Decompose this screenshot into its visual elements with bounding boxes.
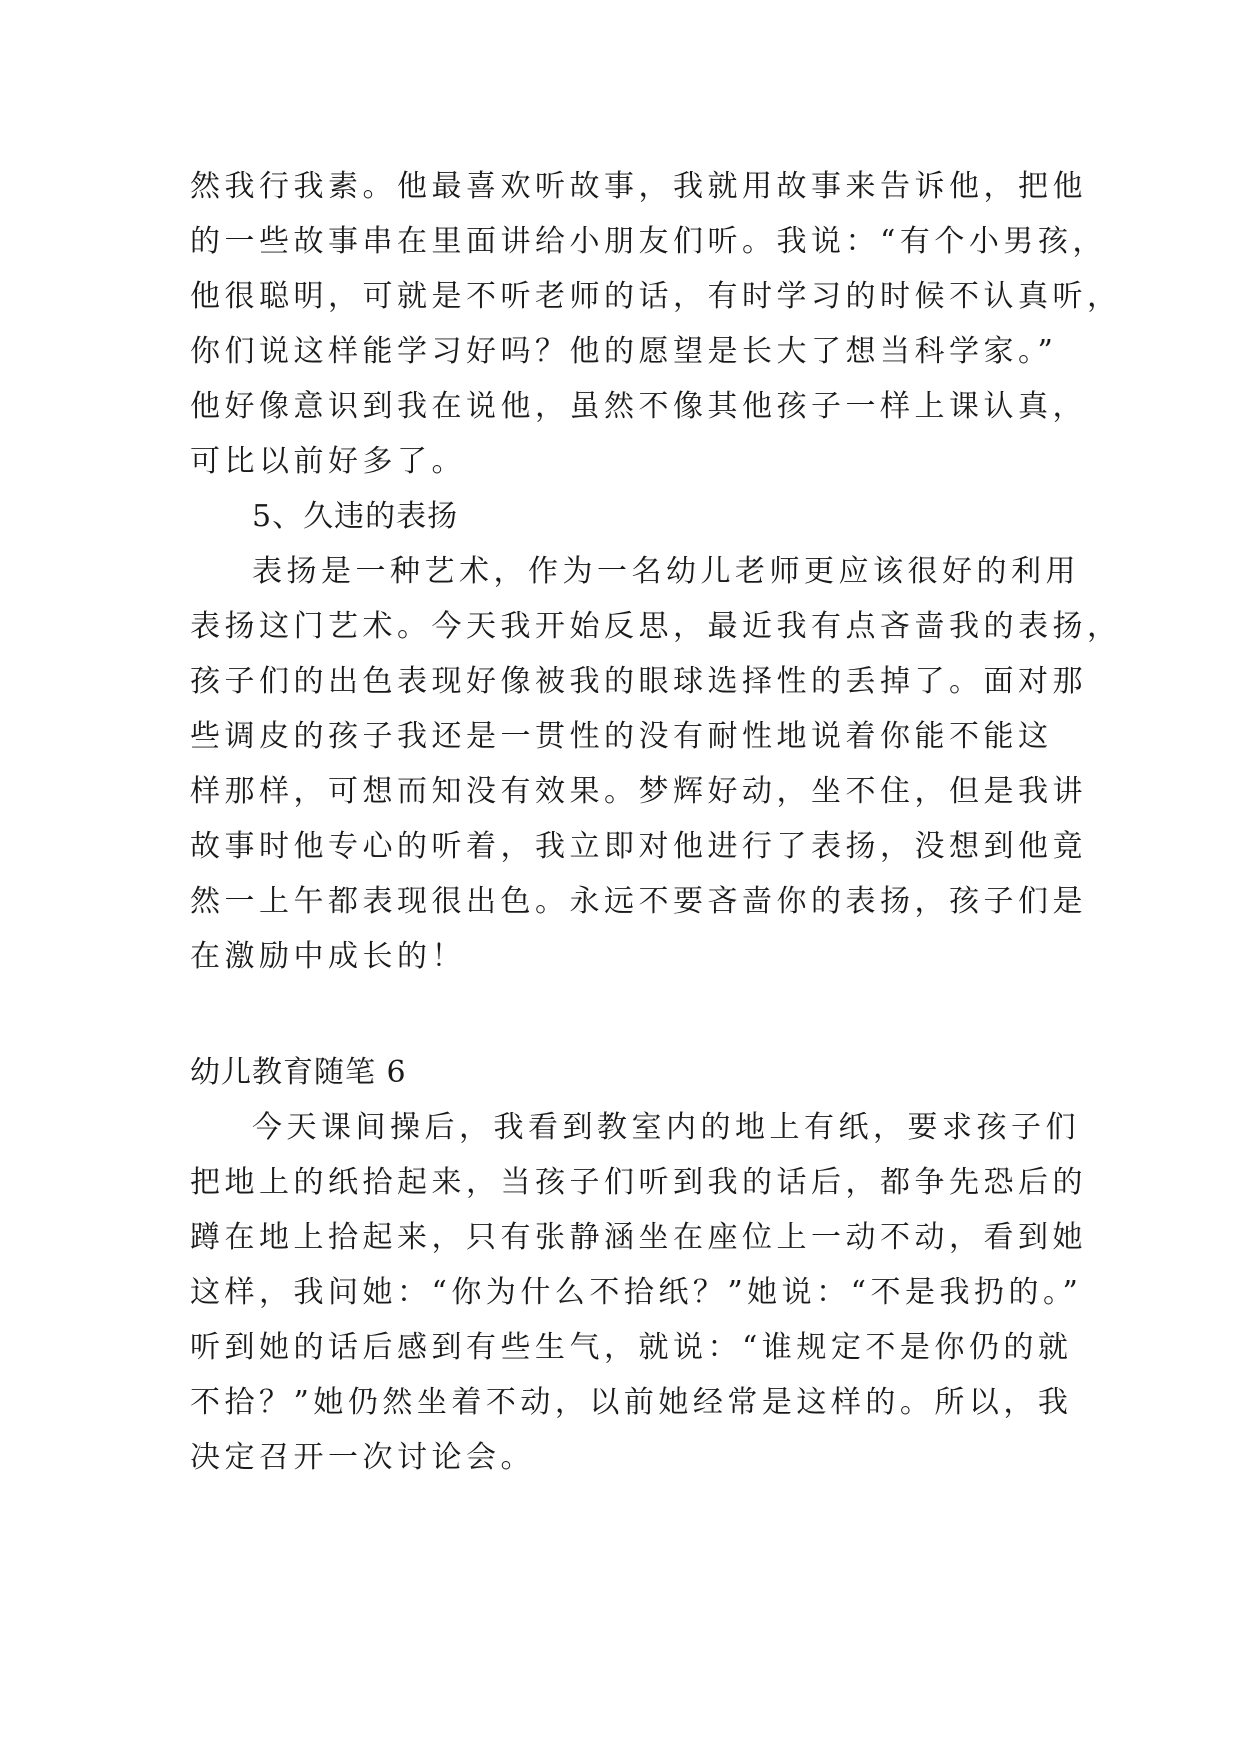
paragraph-line: 表扬是一种艺术，作为一名幼儿老师更应该很好的利用 — [252, 554, 1080, 589]
paragraph-line: 的一些故事串在里面讲给小朋友们听。我说：“有个小男孩， — [190, 224, 1107, 259]
paragraph-line: 孩子们的出色表现好像被我的眼球选择性的丢掉了。面对那 — [190, 664, 1087, 699]
paragraph-line: 表扬这门艺术。今天我开始反思，最近我有点吝啬我的表扬， — [190, 609, 1122, 644]
paragraph-line: 听到她的话后感到有些生气，就说：“谁规定不是你仍的就 — [190, 1330, 1073, 1365]
document-title: 幼儿教育随笔 6 — [190, 1055, 407, 1090]
paragraph-line: 样那样，可想而知没有效果。梦辉好动，坐不住，但是我讲 — [190, 774, 1087, 809]
paragraph-line: 些调皮的孩子我还是一贯性的没有耐性地说着你能不能这 — [190, 719, 1053, 754]
paragraph-line: 今天课间操后，我看到教室内的地上有纸，要求孩子们 — [252, 1110, 1080, 1145]
paragraph-line: 决定召开一次讨论会。 — [190, 1440, 535, 1475]
paragraph-line: 可比以前好多了。 — [190, 444, 466, 479]
section-heading: 5、久违的表扬 — [252, 499, 459, 534]
paragraph-line: 这样，我问她：“你为什么不拾纸？”她说：“不是我扔的。” — [190, 1275, 1083, 1310]
paragraph-line: 你们说这样能学习好吗？他的愿望是长大了想当科学家。” — [190, 334, 1058, 369]
paragraph-line: 然一上午都表现很出色。永远不要吝啬你的表扬，孩子们是 — [190, 884, 1087, 919]
paragraph-line: 把地上的纸拾起来，当孩子们听到我的话后，都争先恐后的 — [190, 1165, 1087, 1200]
paragraph-line: 不拾？”她仍然坐着不动，以前她经常是这样的。所以，我 — [190, 1385, 1073, 1420]
paragraph-line: 他好像意识到我在说他，虽然不像其他孩子一样上课认真， — [190, 389, 1087, 424]
paragraph-line: 蹲在地上拾起来，只有张静涵坐在座位上一动不动，看到她 — [190, 1220, 1087, 1255]
paragraph-line: 他很聪明，可就是不听老师的话，有时学习的时候不认真听， — [190, 279, 1122, 314]
paragraph-line: 然我行我素。他最喜欢听故事，我就用故事来告诉他，把他 — [190, 169, 1087, 204]
paragraph-line: 在激励中成长的！ — [190, 939, 466, 974]
paragraph-line: 故事时他专心的听着，我立即对他进行了表扬，没想到他竟 — [190, 829, 1087, 864]
